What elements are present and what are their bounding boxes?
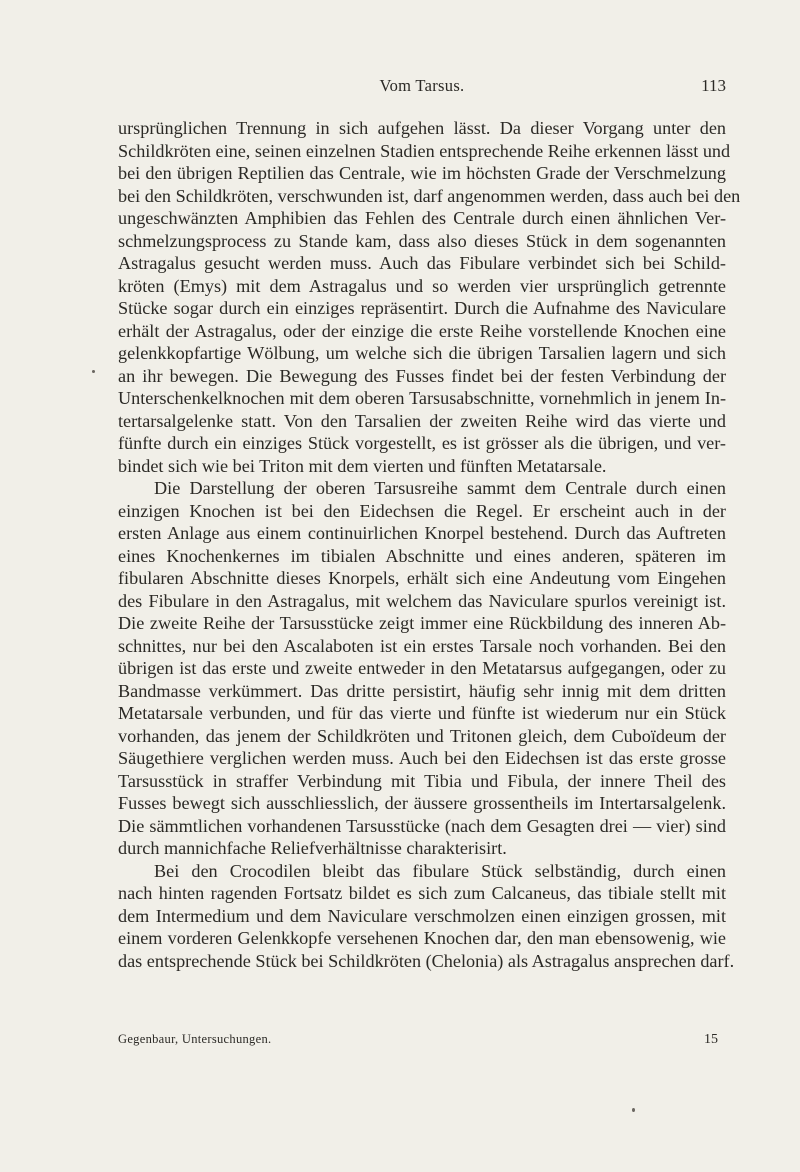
- text-line: Bei den Crocodilen bleibt das fibulare Stück selbständig, durch einen: [154, 860, 726, 881]
- text-line: Astragalus gesucht werden muss. Auch das Fibulare verbindet sich bei Schild-: [118, 253, 726, 273]
- text-line: ersten Anlage aus einem continuirlichen Knorpel bestehend. Durch das Auftreten: [118, 523, 726, 543]
- text-line: erhält der Astragalus, oder der einzige die erste Reihe vorstellende Knochen eine: [118, 320, 726, 341]
- page-header: [118, 76, 726, 98]
- text-line: bindet sich wie bei Triton mit dem vierten und fünften Metatarsale.: [118, 455, 607, 476]
- text-line: übrigen ist das erste und zweite entweder in den Metatarsus aufgegangen, oder zu: [118, 658, 726, 678]
- text-line: Stücke sogar durch ein einziges repräsentirt. Durch die Aufnahme des Naviculare: [118, 298, 726, 318]
- text-line: Metatarsale verbunden, und für das vierte und fünfte ist wiederum nur ein Stück: [118, 703, 726, 723]
- text-line: ursprünglichen Trennung in sich aufgehen lässt. Da dieser Vorgang unter den: [118, 118, 726, 138]
- text-line: Fusses bewegt sich ausschliesslich, der äussere grossentheils im Intertarsalgelenk.: [118, 793, 726, 813]
- text-line: Die sämmtlichen vorhandenen Tarsusstücke (nach dem Gesagten drei — vier) sind: [118, 815, 726, 836]
- running-head: Vom Tarsus.: [379, 76, 465, 95]
- text-line: einzigen Knochen ist bei den Eidechsen die Regel. Er erscheint auch in der: [118, 500, 726, 521]
- margin-speck: [632, 1108, 635, 1112]
- paragraph: [118, 860, 735, 973]
- text-line: durch mannichfache Reliefverhältnisse charakterisirt.: [118, 838, 507, 858]
- text-line: fibularen Abschnitte dieses Knorpels, erhält sich eine Andeutung vom Eingehen: [118, 568, 726, 588]
- text-line: bei den Schildkröten, verschwunden ist, darf angenommen werden, dass auch bei den: [118, 185, 741, 206]
- text-line: vorhanden, das jenem der Schildkröten und Tritonen gleich, dem Cuboïdeum der: [118, 725, 726, 746]
- text-line: an ihr bewegen. Die Bewegung des Fusses findet bei der festen Verbindung der: [118, 365, 726, 386]
- text-line: bei den übrigen Reptilien das Centrale, wie im höchsten Grade der Verschmelzung: [118, 163, 726, 183]
- paragraph: [118, 117, 741, 477]
- text-line: Säugethiere verglichen werden muss. Auch bei den Eidechsen ist das erste grosse: [118, 748, 726, 768]
- text-line: einem vorderen Gelenkkopfe versehenen Knochen dar, den man ebensowenig, wie: [118, 928, 726, 948]
- text-line: dem Intermedium und dem Naviculare verschmolzen einen einzigen grossen, mit: [118, 905, 726, 926]
- text-line: kröten (Emys) mit dem Astragalus und so werden vier ursprünglich getrennte: [118, 275, 726, 296]
- footer-signature: 15: [704, 1032, 718, 1047]
- text-line: Schildkröten eine, seinen einzelnen Stadien entsprechende Reihe erkennen lässt und: [118, 140, 731, 161]
- footer-publication: Gegenbaur, Untersuchungen.: [118, 1032, 272, 1046]
- text-line: schnittes, nur bei den Ascalaboten ist ein erstes Tarsale noch vorhanden. Bei den: [118, 635, 726, 656]
- page-number: 113: [701, 76, 726, 95]
- page-footer: [118, 1032, 726, 1052]
- text-line: fünfte durch ein einziges Stück vorgestellt, es ist grösser als die übrigen, und ver-: [118, 433, 726, 453]
- text-line: Die zweite Reihe der Tarsusstücke zeigt immer eine Rückbildung des inneren Ab-: [118, 613, 726, 633]
- text-line: eines Knochenkernes im tibialen Abschnitte und eines anderen, späteren im: [118, 545, 726, 566]
- text-line: das entsprechende Stück bei Schildkröten (Chelonia) als Astragalus ansprechen darf.: [118, 950, 735, 971]
- paragraph: [118, 477, 726, 860]
- margin-speck: [92, 370, 95, 373]
- text-line: Bandmasse verkümmert. Das dritte persistirt, häufig sehr innig mit dem dritten: [118, 680, 726, 701]
- text-line: gelenkkopfartige Wölbung, um welche sich die übrigen Tarsalien lagern und sich: [118, 343, 726, 363]
- text-line: Die Darstellung der oberen Tarsusreihe sammt dem Centrale durch einen: [154, 478, 726, 498]
- text-line: Unterschenkelknochen mit dem oberen Tarsusabschnitte, vornehmlich in jenem In-: [118, 388, 726, 408]
- text-line: Tarsusstück in straffer Verbindung mit Tibia und Fibula, der innere Theil des: [118, 770, 726, 791]
- body-text: [118, 117, 741, 972]
- text-line: des Fibulare in den Astragalus, mit welchem das Naviculare spurlos vereinigt ist.: [118, 590, 726, 611]
- text-line: nach hinten ragenden Fortsatz bildet es sich zum Calcaneus, das tibiale stellt mit: [118, 883, 726, 903]
- text-line: tertarsalgelenke statt. Von den Tarsalien der zweiten Reihe wird das vierte und: [118, 410, 726, 431]
- text-line: ungeschwänzten Amphibien das Fehlen des Centrale durch einen ähnlichen Ver-: [118, 208, 726, 228]
- text-line: schmelzungsprocess zu Stande kam, dass also dieses Stück in dem sogenannten: [118, 230, 726, 251]
